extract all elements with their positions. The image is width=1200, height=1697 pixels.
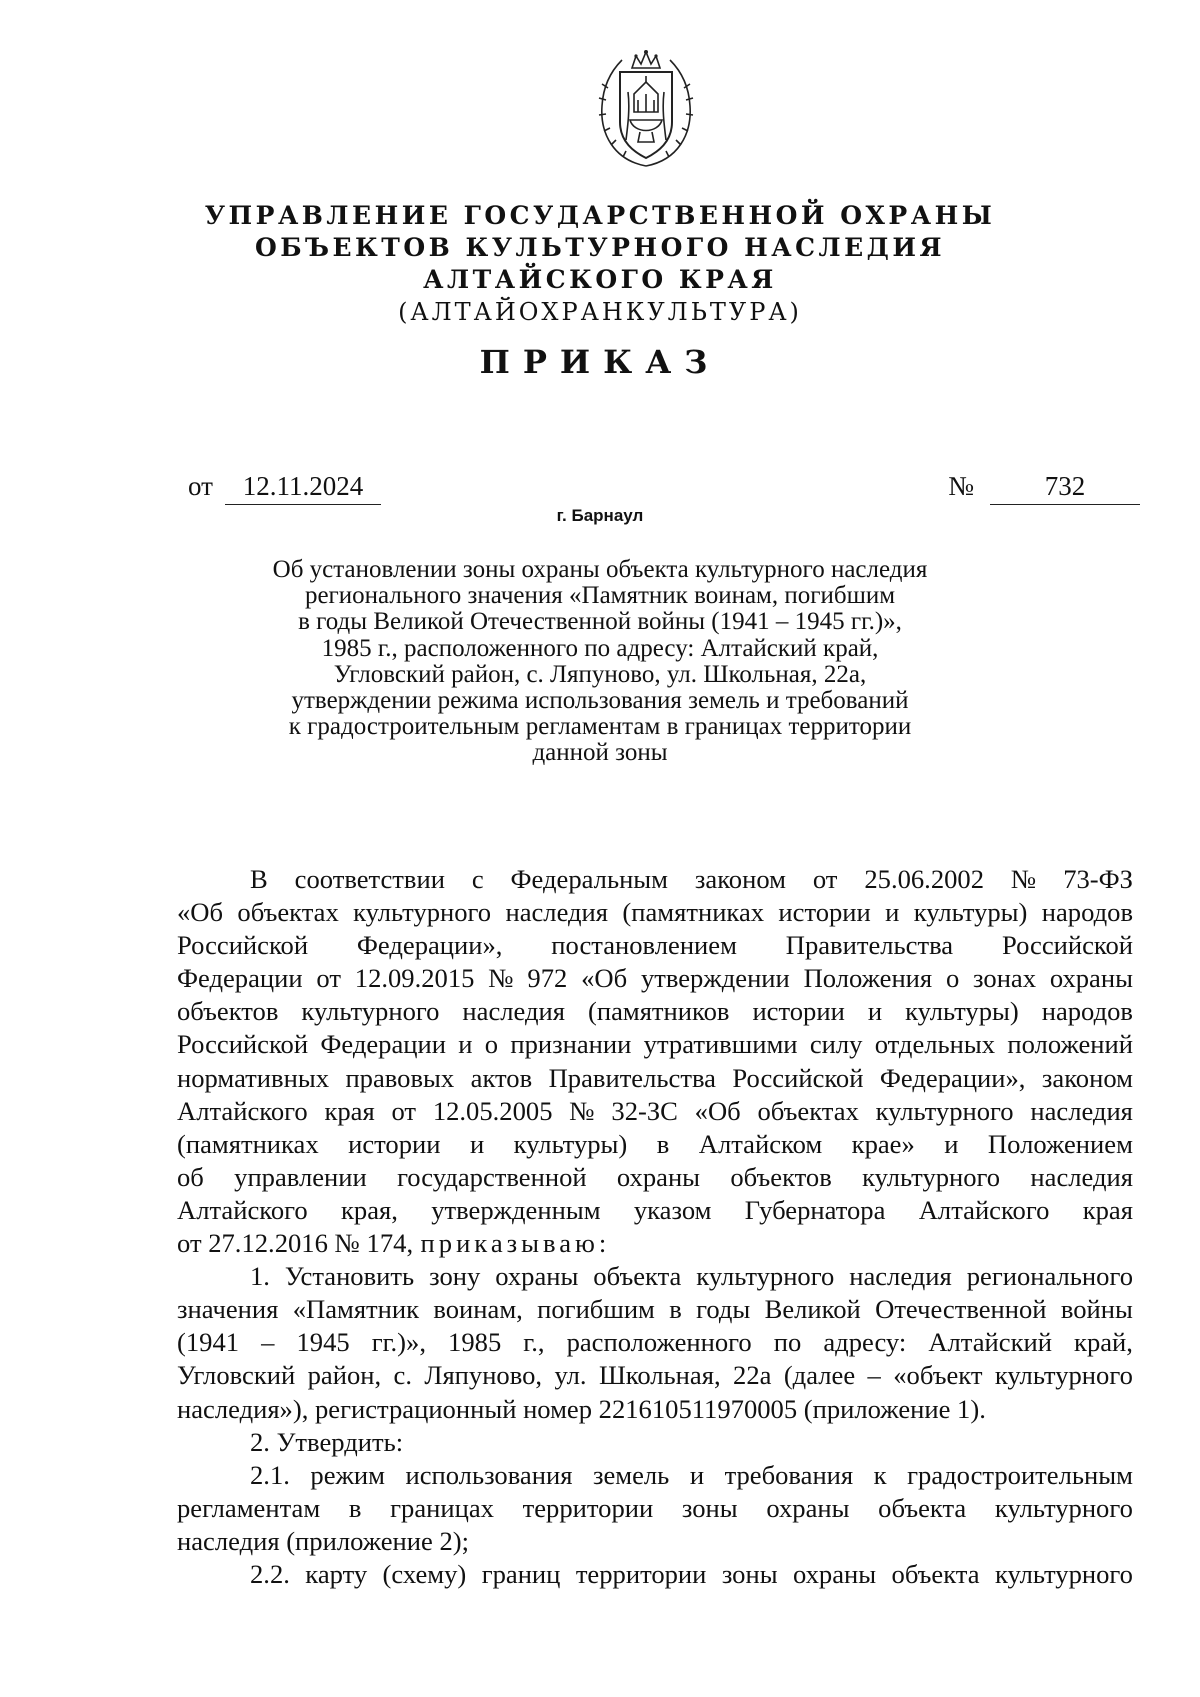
word: (памятников: [587, 996, 730, 1027]
word: соответствии: [294, 864, 445, 894]
agency-short-name: (АЛТАЙОХРАНКУЛЬТУРА): [398, 298, 802, 326]
word: Федерации: [320, 1029, 446, 1060]
word: и: [469, 1128, 485, 1159]
word: Федерации»,: [879, 1062, 1026, 1093]
word: «объект: [893, 1360, 983, 1391]
word: законом: [1041, 1062, 1133, 1093]
word: народов: [1041, 897, 1133, 928]
word: наследия: [1030, 1095, 1133, 1126]
word: культуры): [913, 897, 1028, 928]
word: актов: [470, 1062, 533, 1093]
subject-line: регионального значения «Памятник воинам, погибшим: [304, 582, 896, 610]
item-1-line: [177, 1326, 1133, 1359]
word: культурного: [994, 1492, 1133, 1523]
word: с: [471, 864, 484, 894]
word: 32-ЗС: [611, 1095, 678, 1126]
word: регионального: [966, 1261, 1133, 1292]
word: по: [773, 1327, 802, 1358]
word: гг.)»,: [371, 1327, 426, 1358]
decree-basis-end: от 27.12.2016 № 174,: [177, 1228, 414, 1259]
body-line: [177, 1062, 1133, 1095]
body-line: [177, 929, 1133, 962]
word: 22а: [733, 1360, 772, 1391]
word: земель: [592, 1459, 670, 1490]
date-prefix: от: [188, 471, 213, 501]
word: №: [569, 1095, 595, 1126]
word: истории: [348, 1128, 441, 1159]
word: признании: [510, 1029, 632, 1060]
word: о: [484, 1029, 499, 1060]
word: истории: [778, 897, 871, 928]
word: Российской: [1001, 930, 1133, 961]
item-2-1-line: [177, 1459, 1133, 1492]
word: Российской: [177, 1029, 309, 1060]
word: Губернатора: [744, 1194, 886, 1225]
word: Российской: [732, 1062, 864, 1093]
body-line: [177, 995, 1133, 1028]
word: культурного: [862, 1161, 1001, 1192]
word: и: [458, 1029, 473, 1060]
body-line: [177, 1161, 1133, 1194]
word: границах: [390, 1492, 494, 1523]
body-line: [177, 896, 1133, 929]
body-line: [177, 1227, 1133, 1260]
word: культурного: [994, 1360, 1133, 1391]
word: Алтайского: [177, 1095, 308, 1126]
order-body: [177, 863, 1133, 1591]
word: народов: [1041, 996, 1133, 1027]
word: край,: [1074, 1327, 1133, 1358]
word: –: [261, 1327, 275, 1358]
word: №: [488, 963, 514, 994]
word: зону: [429, 1261, 481, 1292]
word: (схему): [382, 1558, 467, 1589]
word: об: [177, 1161, 204, 1192]
word: требования: [724, 1459, 854, 1490]
word: отдельных: [874, 1029, 996, 1060]
word: охраны: [792, 1558, 877, 1589]
coat-of-arms-emblem: [594, 48, 698, 172]
word: Федеральным: [510, 864, 669, 894]
word: «Об: [581, 963, 628, 994]
item-1-line: наследия»), регистрационный номер 221610511970005 (приложение 1).: [177, 1393, 986, 1424]
body-line: [177, 863, 1133, 896]
word: государственной: [397, 1161, 587, 1192]
word: культуры): [905, 996, 1019, 1027]
body-line: [177, 1028, 1133, 1061]
word: 1945: [296, 1327, 350, 1358]
word: в: [656, 1128, 670, 1159]
order-subject: [200, 557, 1000, 767]
word: Алтайском: [698, 1128, 823, 1159]
subject-line: к градостроительным регламентам в границах территории: [288, 713, 912, 741]
word: Алтайского: [918, 1194, 1050, 1225]
word: правовых: [345, 1062, 455, 1093]
word: территории: [522, 1492, 654, 1523]
word: к: [873, 1459, 887, 1490]
word: ул.: [554, 1360, 587, 1391]
word: культурного: [696, 1261, 835, 1292]
word: территории: [575, 1558, 707, 1589]
word: «Памятник: [292, 1294, 420, 1325]
word: Правительства: [785, 930, 954, 961]
word: Угловский: [177, 1360, 296, 1391]
word: –: [867, 1360, 881, 1391]
word: наследия: [1030, 1161, 1133, 1192]
number-prefix: №: [948, 471, 974, 501]
word: культуры): [513, 1128, 628, 1159]
agency-header: [0, 200, 1200, 328]
word: Алтайского: [177, 1194, 308, 1225]
word: Алтайский: [928, 1327, 1052, 1358]
word: в: [669, 1294, 682, 1325]
word: объектах: [757, 1095, 859, 1126]
order-date-field: [188, 470, 381, 505]
word: и: [867, 996, 883, 1027]
word: охраны: [1049, 963, 1133, 994]
subject-line: данной зоны: [532, 739, 668, 767]
word: Федерации: [177, 963, 303, 994]
item-1-line: [177, 1359, 1133, 1392]
word: 12.09.2015: [354, 963, 475, 994]
word: зонах: [973, 963, 1037, 994]
word: зоны: [721, 1558, 778, 1589]
word: крае»: [851, 1128, 915, 1159]
word: В: [250, 864, 268, 894]
agency-name-line-1: УПРАВЛЕНИЕ ГОСУДАРСТВЕННОЙ ОХРАНЫ: [204, 201, 996, 230]
word: погибшим: [537, 1294, 655, 1325]
word: №: [1010, 864, 1037, 894]
order-number: 732: [990, 470, 1140, 505]
word: утратившими: [643, 1029, 798, 1060]
item-2-1-line: наследия (приложение 2);: [177, 1525, 470, 1556]
word: и: [689, 1459, 705, 1490]
word: наследия: [505, 897, 609, 928]
word: использования: [405, 1459, 573, 1490]
word: законом: [694, 864, 786, 894]
order-number-field: [948, 470, 1140, 505]
body-line: [177, 1194, 1133, 1227]
word: Ляпуново,: [424, 1360, 543, 1391]
word: Федерации»,: [356, 930, 503, 961]
word: 73-ФЗ: [1063, 864, 1133, 894]
word: культурного: [875, 1095, 1014, 1126]
word: 2.2.: [250, 1558, 290, 1589]
word: регламентам: [177, 1492, 321, 1523]
word: и: [885, 897, 900, 928]
word: Установить: [284, 1261, 415, 1292]
word: границ: [481, 1558, 561, 1589]
word: «Об: [694, 1095, 741, 1126]
word: зоны: [681, 1492, 738, 1523]
word: утверждении: [640, 963, 790, 994]
word: 1.: [250, 1261, 270, 1292]
word: культурного: [353, 897, 492, 928]
word: 12.05.2005: [432, 1095, 553, 1126]
word: Правительства: [548, 1062, 716, 1093]
word: охраны: [766, 1492, 850, 1523]
word: объектов: [730, 1161, 832, 1192]
word: объектов: [177, 996, 279, 1027]
word: 972: [527, 963, 568, 994]
subject-line: Об установлении зоны охраны объекта культурного наследия: [272, 556, 928, 583]
word: (памятниках: [177, 1128, 319, 1159]
subject-line: 1985 г., расположенного по адресу: Алтайский край,: [321, 634, 879, 662]
word: режим: [310, 1459, 385, 1490]
word: охраны: [616, 1161, 701, 1192]
word: о: [945, 963, 960, 994]
word: края,: [341, 1194, 398, 1225]
item-2-line: 2. Утвердить:: [250, 1426, 404, 1457]
word: воинам,: [433, 1294, 523, 1325]
word: объектах: [237, 897, 339, 928]
decree-word: приказываю:: [420, 1228, 611, 1259]
word: Отечественной: [875, 1294, 1047, 1325]
word: культурного: [994, 1558, 1133, 1589]
word: расположенного: [566, 1327, 752, 1358]
word: (1941: [177, 1327, 240, 1358]
word: истории: [752, 996, 845, 1027]
word: Положения: [803, 963, 933, 994]
issue-city: г. Барнаул: [556, 506, 644, 525]
subject-line: Угловский район, с. Ляпуново, ул. Школьная, 22а,: [333, 660, 867, 688]
subject-line: в годы Великой Отечественной войны (1941 – 1945 гг.)»,: [298, 608, 902, 636]
subject-line: утверждении режима использования земель и требований: [291, 686, 909, 714]
word: Школьная,: [598, 1360, 721, 1391]
word: от: [391, 1095, 417, 1126]
word: объекта: [593, 1261, 682, 1292]
word: наследия: [849, 1261, 952, 1292]
word: градостроительным: [907, 1459, 1133, 1490]
body-line: [177, 1128, 1133, 1161]
word: в: [348, 1492, 362, 1523]
item-2-2-line: [177, 1558, 1133, 1591]
word: и: [944, 1128, 959, 1159]
word: карту: [305, 1558, 368, 1589]
word: г.,: [523, 1327, 545, 1358]
word: силу: [809, 1029, 863, 1060]
body-line: [177, 962, 1133, 995]
word: утвержденным: [431, 1194, 601, 1225]
order-date: 12.11.2024: [225, 470, 381, 505]
word: от: [812, 864, 838, 894]
word: адресу:: [823, 1327, 907, 1358]
word: годы: [696, 1294, 751, 1325]
word: значения: [177, 1294, 279, 1325]
body-line: [177, 1095, 1133, 1128]
word: объекта: [891, 1558, 980, 1589]
word: 2.1.: [250, 1459, 290, 1490]
word: Российской: [177, 930, 309, 961]
word: (далее: [783, 1360, 856, 1391]
word: Великой: [764, 1294, 861, 1325]
word: войны: [1060, 1294, 1133, 1325]
word: от: [316, 963, 341, 994]
word: наследия: [462, 996, 565, 1027]
word: 25.06.2002: [864, 864, 985, 894]
agency-name-line-3: АЛТАЙСКОГО КРАЯ: [423, 265, 777, 294]
document-type-title: ПРИКАЗ: [479, 343, 721, 381]
word: культурного: [301, 996, 440, 1027]
word: (памятниках: [622, 897, 765, 928]
word: с.: [393, 1360, 412, 1391]
word: нормативных: [177, 1062, 329, 1093]
word: края: [1082, 1194, 1133, 1225]
word: «Об: [177, 897, 224, 928]
word: края: [324, 1095, 375, 1126]
word: постановлением: [551, 930, 737, 961]
item-2-1-line: [177, 1492, 1133, 1525]
word: управлении: [234, 1161, 367, 1192]
word: район,: [307, 1360, 382, 1391]
word: 1985: [448, 1327, 502, 1358]
item-1-line: [177, 1293, 1133, 1326]
word: положений: [1007, 1029, 1133, 1060]
word: объекта: [878, 1492, 967, 1523]
word: Положением: [987, 1128, 1133, 1159]
agency-name-line-2: ОБЪЕКТОВ КУЛЬТУРНОГО НАСЛЕДИЯ: [254, 233, 946, 262]
word: указом: [633, 1194, 712, 1225]
word: охраны: [495, 1261, 579, 1292]
item-1-line: [177, 1260, 1133, 1293]
